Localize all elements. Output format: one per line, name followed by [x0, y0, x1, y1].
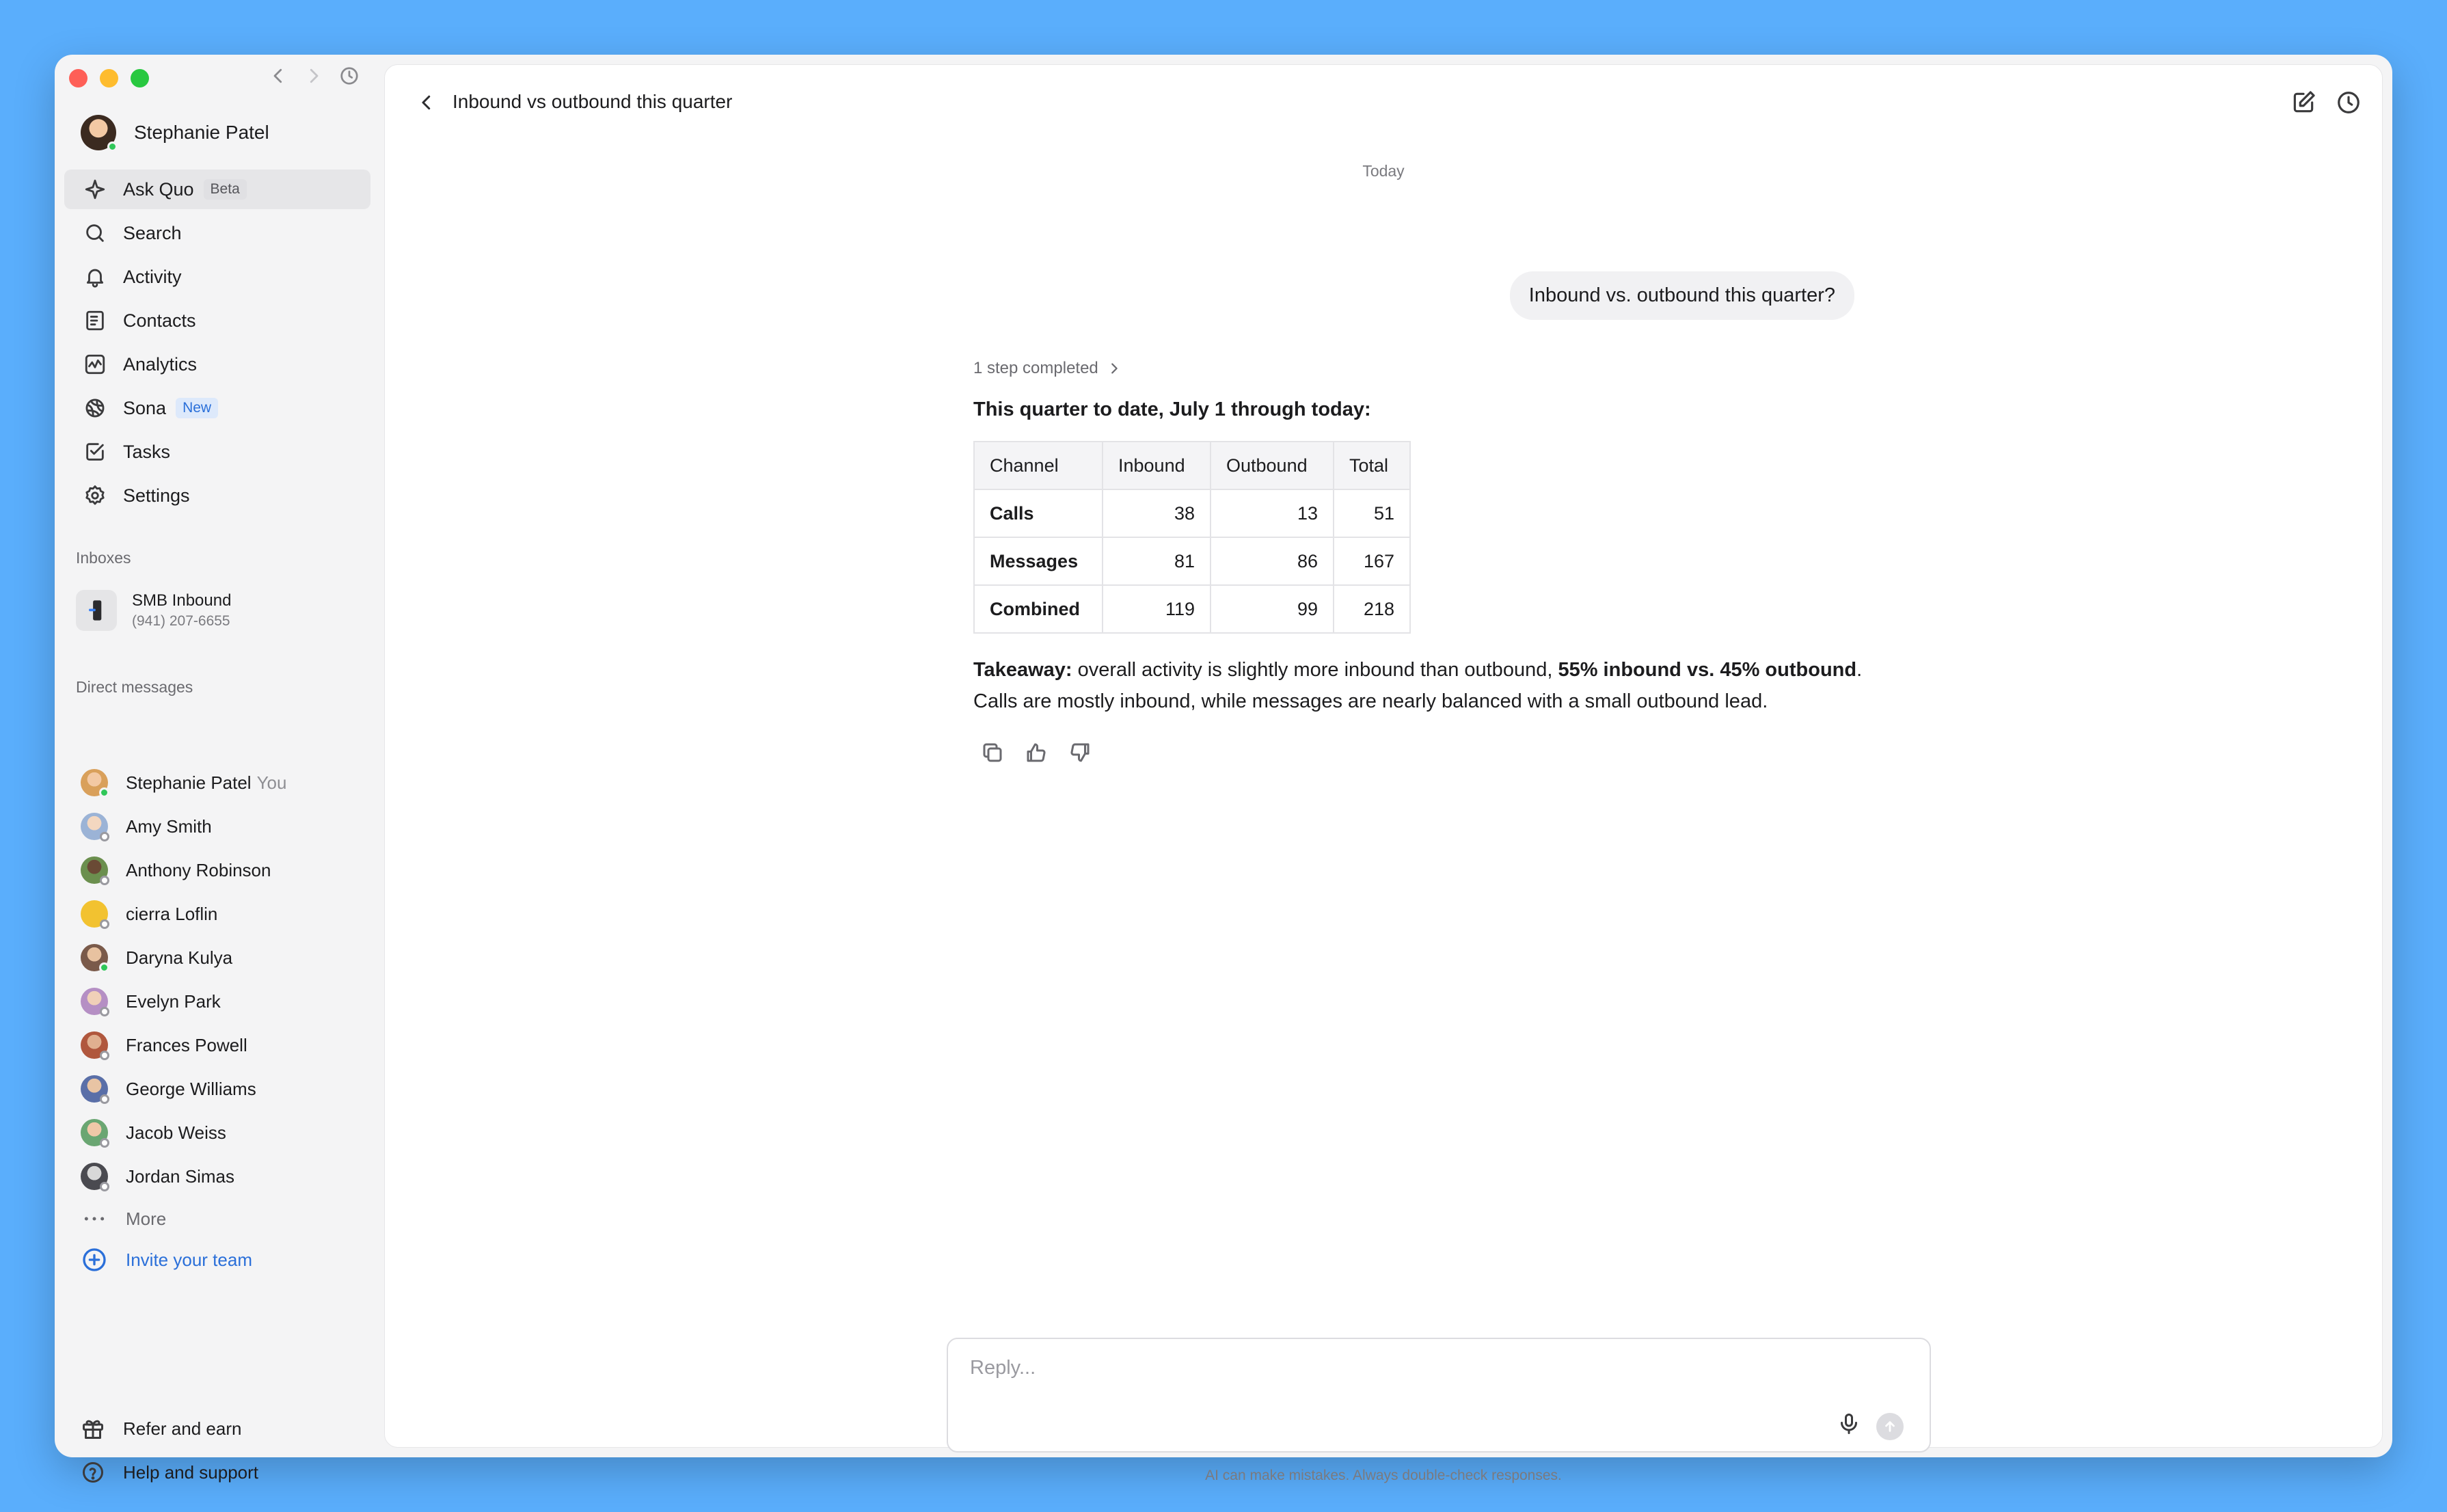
offline-status-dot — [100, 1182, 109, 1191]
table-cell: 38 — [1103, 489, 1211, 537]
table-row — [974, 489, 1410, 537]
table-header-row — [974, 442, 1410, 489]
nav-label: Contacts — [123, 310, 196, 331]
forward-arrow-icon[interactable] — [303, 66, 324, 86]
contacts-icon — [83, 309, 107, 332]
offline-status-dot — [100, 876, 109, 885]
dm-name: Evelyn Park — [126, 990, 221, 1012]
dm-name: Anthony Robinson — [126, 859, 271, 880]
current-user[interactable] — [81, 115, 269, 150]
avatar — [81, 900, 108, 928]
dm-name: Daryna Kulya — [126, 947, 233, 968]
offline-status-dot — [100, 1007, 109, 1016]
dm-name: Amy Smith — [126, 815, 212, 837]
dm-item[interactable] — [81, 848, 286, 892]
response-heading: This quarter to date, July 1 through today: — [973, 399, 1371, 420]
invite-team-button[interactable] — [81, 1239, 286, 1280]
arrow-up-icon — [1882, 1419, 1897, 1434]
chat-header — [385, 65, 2382, 126]
nav-label: Ask Quo — [123, 178, 194, 200]
sidebar-footer — [81, 1407, 258, 1494]
table-cell: Messages — [974, 537, 1103, 585]
takeaway-text — [973, 654, 1896, 717]
avatar — [81, 1163, 108, 1190]
more-label: More — [126, 1208, 167, 1229]
inbox-smb-inbound[interactable] — [76, 590, 231, 631]
steps-completed-toggle[interactable] — [973, 359, 1903, 378]
column-header: Inbound — [1103, 442, 1211, 489]
bell-icon — [83, 265, 107, 288]
table-cell: 218 — [1334, 585, 1410, 633]
assistant-response — [973, 359, 1903, 765]
takeaway-part-2: . Calls are mostly inbound, while messages are nearly balanced with a small outbound lead. — [973, 659, 1863, 712]
dm-name: Stephanie Patel — [126, 772, 252, 793]
dm-item[interactable] — [81, 1155, 286, 1198]
table-cell: 167 — [1334, 537, 1410, 585]
close-window-button[interactable] — [69, 69, 87, 87]
dm-name: Jordan Simas — [126, 1165, 234, 1187]
sidebar — [55, 55, 384, 1483]
history-clock-icon[interactable] — [339, 66, 360, 86]
takeaway-highlight: 55% inbound vs. 45% outbound — [1558, 659, 1857, 681]
table-cell: 86 — [1211, 537, 1334, 585]
page-title: Inbound vs outbound this quarter — [452, 91, 733, 112]
dm-item[interactable] — [81, 1111, 286, 1155]
table-cell: 99 — [1211, 585, 1334, 633]
dm-name: George Williams — [126, 1078, 256, 1099]
thumbs-up-icon[interactable] — [1024, 740, 1049, 765]
plus-circle-icon — [81, 1246, 108, 1273]
sparkle-icon — [83, 178, 107, 201]
refer-and-earn-link[interactable] — [81, 1407, 258, 1450]
nav-item-settings[interactable] — [64, 476, 370, 515]
history-nav — [268, 66, 360, 86]
nav-item-sona[interactable] — [64, 388, 370, 428]
sona-icon — [83, 396, 107, 420]
avatar — [81, 856, 108, 884]
more-button[interactable] — [81, 1198, 286, 1239]
analytics-icon — [83, 353, 107, 376]
dm-item[interactable] — [81, 761, 286, 805]
minimize-window-button[interactable] — [100, 69, 118, 87]
nav-item-activity[interactable] — [64, 257, 370, 297]
reply-input[interactable] — [970, 1357, 1790, 1379]
inbox-phone: (941) 207-6655 — [132, 613, 230, 629]
main-nav — [64, 170, 370, 519]
inbox-name: SMB Inbound — [132, 591, 232, 610]
help-label: Help and support — [123, 1461, 259, 1483]
more-dots-icon — [81, 1205, 108, 1232]
offline-status-dot — [100, 1138, 109, 1148]
reply-composer — [947, 1338, 1931, 1453]
nav-label: Settings — [123, 485, 190, 506]
thumbs-down-icon[interactable] — [1068, 740, 1092, 765]
direct-messages-list — [81, 761, 286, 1280]
column-header: Outbound — [1211, 442, 1334, 489]
app-window — [55, 55, 2392, 1483]
online-status-dot — [99, 962, 109, 973]
beta-badge: Beta — [204, 179, 247, 200]
help-icon — [81, 1460, 105, 1485]
inboxes-heading: Inboxes — [76, 549, 131, 567]
date-separator: Today — [1362, 162, 1405, 180]
user-message-bubble: Inbound vs. outbound this quarter? — [1510, 271, 1854, 320]
column-header: Channel — [974, 442, 1103, 489]
copy-icon[interactable] — [980, 740, 1005, 765]
you-label: You — [256, 772, 287, 793]
avatar — [81, 988, 108, 1015]
nav-label: Tasks — [123, 441, 171, 462]
table-row — [974, 585, 1410, 633]
chevron-right-icon — [1107, 361, 1122, 376]
microphone-button[interactable] — [1837, 1412, 1861, 1440]
online-status-dot — [107, 141, 118, 152]
avatar — [81, 1119, 108, 1146]
gift-icon — [81, 1416, 105, 1441]
table-cell: 51 — [1334, 489, 1410, 537]
offline-status-dot — [100, 832, 109, 841]
avatar — [81, 115, 116, 150]
back-arrow-icon[interactable] — [268, 66, 288, 86]
window-controls — [69, 69, 149, 87]
send-button[interactable] — [1876, 1413, 1904, 1440]
dm-name: cierra Loflin — [126, 903, 218, 924]
gear-icon — [83, 484, 107, 507]
avatar — [81, 769, 108, 796]
avatar — [81, 1075, 108, 1103]
nav-label: Sona — [123, 397, 167, 418]
nav-item-contacts[interactable] — [64, 301, 370, 340]
history-icon[interactable] — [2336, 90, 2362, 116]
data-table — [973, 441, 1411, 634]
offline-status-dot — [100, 919, 109, 929]
table-cell: Combined — [974, 585, 1103, 633]
ai-disclaimer: AI can make mistakes. Always double-check responses. — [1205, 1468, 1562, 1483]
direct-messages-heading: Direct messages — [76, 678, 193, 696]
avatar — [81, 944, 108, 971]
table-row — [974, 537, 1410, 585]
nav-label: Activity — [123, 266, 182, 287]
new-badge: New — [176, 398, 218, 418]
dm-item[interactable] — [81, 892, 286, 936]
invite-label: Invite your team — [126, 1249, 252, 1270]
chevron-left-icon — [416, 92, 437, 113]
refer-label: Refer and earn — [123, 1418, 242, 1439]
user-name: Stephanie Patel — [134, 122, 269, 143]
table-cell: 13 — [1211, 489, 1334, 537]
table-cell: Calls — [974, 489, 1103, 537]
nav-item-search[interactable] — [64, 213, 370, 253]
microphone-icon — [1837, 1412, 1861, 1436]
maximize-window-button[interactable] — [131, 69, 149, 87]
takeaway-part-1: overall activity is slightly more inbound than outbound, — [1072, 659, 1558, 681]
chat-panel — [384, 64, 2383, 1483]
online-status-dot — [99, 787, 109, 798]
column-header: Total — [1334, 442, 1410, 489]
compose-icon[interactable] — [2290, 90, 2316, 116]
offline-status-dot — [100, 1051, 109, 1060]
nav-item-analytics[interactable] — [64, 345, 370, 384]
feedback-actions — [973, 740, 1903, 765]
steps-label: 1 step completed — [973, 359, 1098, 377]
back-button[interactable] — [416, 92, 437, 116]
phone-icon — [76, 590, 117, 631]
table-cell: 81 — [1103, 537, 1211, 585]
table-cell: 119 — [1103, 585, 1211, 633]
nav-item-ask-quo[interactable] — [64, 170, 370, 209]
nav-item-tasks[interactable] — [64, 432, 370, 472]
search-icon — [83, 221, 107, 245]
dm-item[interactable] — [81, 805, 286, 848]
dm-item[interactable] — [81, 936, 286, 980]
header-actions — [2290, 90, 2362, 116]
help-and-support-link[interactable] — [81, 1450, 258, 1494]
dm-name: Frances Powell — [126, 1034, 247, 1055]
avatar — [81, 1031, 108, 1059]
offline-status-dot — [100, 1094, 109, 1104]
nav-label: Analytics — [123, 353, 198, 375]
avatar — [81, 813, 108, 840]
takeaway-label: Takeaway: — [973, 659, 1072, 681]
dm-item[interactable] — [81, 980, 286, 1023]
tasks-icon — [83, 440, 107, 463]
dm-item[interactable] — [81, 1023, 286, 1067]
dm-name: Jacob Weiss — [126, 1122, 226, 1143]
nav-label: Search — [123, 222, 182, 243]
dm-item[interactable] — [81, 1067, 286, 1111]
